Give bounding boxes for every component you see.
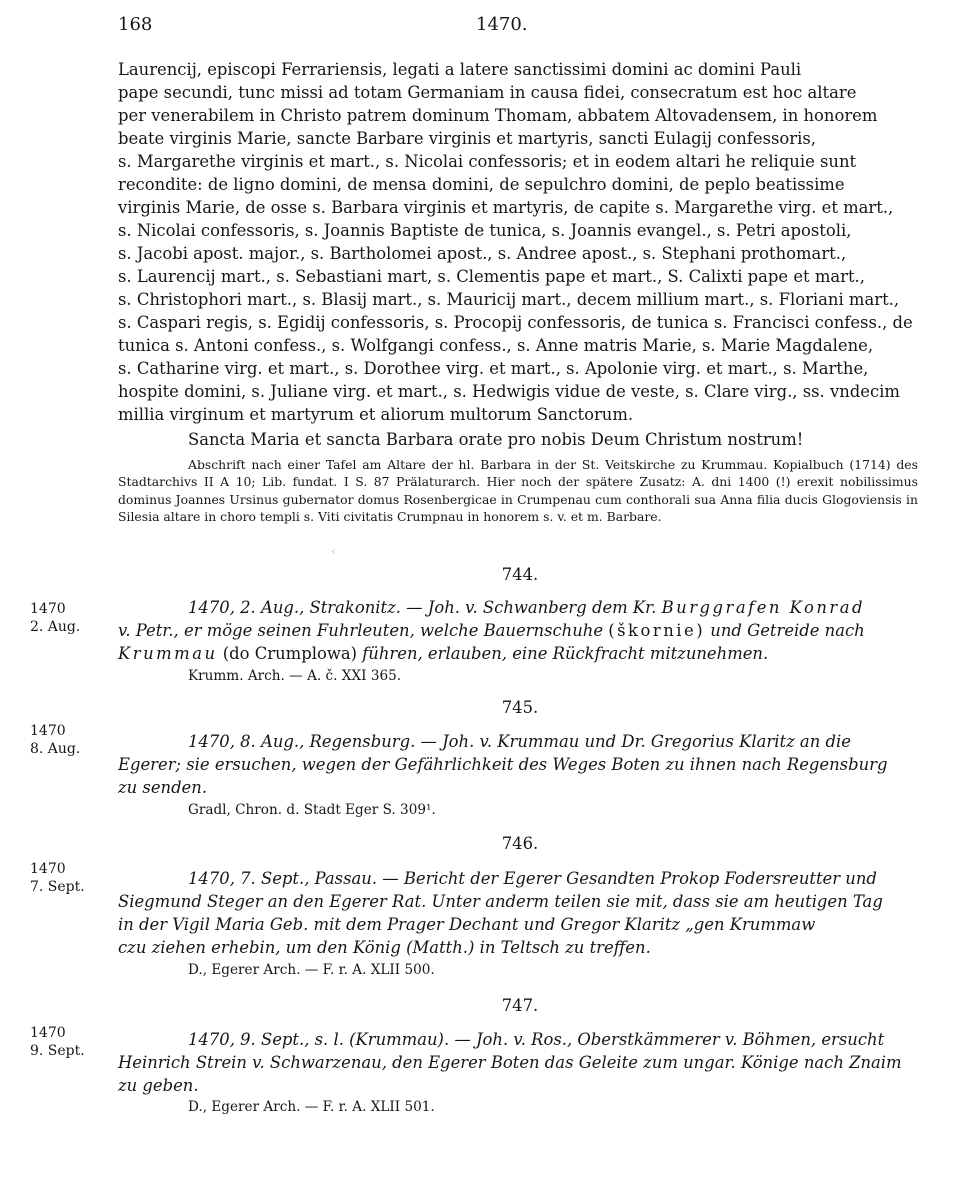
regest-text: 1470, 7. Sept., Passau. — Bericht der Egerer Gesandten Prokop Fodersreutter und — [188, 869, 877, 888]
margin-date-747 — [30, 1024, 85, 1060]
regest-line — [118, 730, 918, 753]
margin-day: 8. Aug. — [30, 741, 81, 757]
source-745: Gradl, Chron. d. Stadt Eger S. 309¹. — [188, 802, 436, 818]
regest-text: und Getreide nach — [705, 621, 865, 640]
text-line: pape secundi, tunc missi ad totam Germaniam in causa fidei, consecratum est hoc altare — [118, 83, 857, 102]
margin-year: 1470 — [30, 601, 66, 617]
text-line: s. Laurencij mart., s. Sebastiani mart, s. Clementis pape et mart., S. Calixti pape et mart., — [118, 267, 865, 286]
regest-line — [118, 596, 918, 619]
regest-line: Egerer; sie ersuchen, wegen der Gefährlichkeit des Weges Boten zu ihnen nach Regensburg — [118, 755, 888, 774]
source-746: D., Egerer Arch. — F. r. A. XLII 500. — [188, 962, 435, 978]
regest-line: czu ziehen erhebin, um den König (Matth.) in Teltsch zu treffen. — [118, 938, 651, 957]
regest-line — [118, 867, 918, 890]
margin-year: 1470 — [30, 723, 66, 739]
source-744: Krumm. Arch. — A. č. XXI 365. — [188, 668, 402, 684]
source-note: Abschrift nach einer Tafel am Altare der hl. Barbara in der St. Veitskirche zu Krummau. Kopialbuch (1714) des Stadtarchivs II A 10; Lib. fundat. I S. 87 Prälaturarch. Hier noch der spätere Zusatz: A. dni 1400 (!) erexit nobilissimus dominus Joannes Ursinus gubernator domus Rosenbergicae in Crumpenau cum conthorali sua Anna filia ducis Glogoviensis in Silesia altare in choro templi s. Viti civitatis Crumpnau in honorem s. v. et m. Barbare. — [118, 457, 918, 525]
text-line: beate virginis Marie, sancte Barbare virginis et martyris, sancti Eulagij confessoris, — [118, 129, 816, 148]
regest-line: Heinrich Strein v. Schwarzenau, den Egerer Boten das Geleite zum ungar. Könige nach Znaim — [118, 1053, 902, 1072]
regest-spaced-text: Krummau — [118, 644, 218, 663]
inscription-text — [118, 58, 918, 426]
text-line: per venerabilem in Christo patrem dominum Thomam, abbatem Altovadensem, in honorem — [118, 106, 878, 125]
page-year-heading: 1470. — [476, 14, 528, 35]
regest-line — [118, 642, 918, 665]
entry-number-747: 747. — [501, 996, 539, 1015]
margin-day: 7. Sept. — [30, 879, 85, 895]
margin-date-744 — [30, 600, 80, 636]
regest-upright-text: (do Crumplowa) — [217, 644, 358, 663]
text-line: s. Jacobi apost. major., s. Bartholomei apost., s. Andree apost., s. Stephani prothomart., — [118, 244, 847, 263]
regest-745 — [118, 730, 918, 799]
regest-text: 1470, 2. Aug., Strakonitz. — Joh. v. Schwanberg dem Kr. — [188, 598, 662, 617]
text-line: Laurencij, episcopi Ferrariensis, legati a latere sanctissimi domini ac domini Pauli — [118, 60, 802, 79]
text-line: virginis Marie, de osse s. Barbara virginis et martyris, de capite s. Margarethe virg. et mart., — [118, 198, 894, 217]
margin-day: 9. Sept. — [30, 1043, 85, 1059]
entry-number-744: 744. — [501, 565, 539, 584]
entry-number-746: 746. — [501, 834, 539, 853]
margin-year: 1470 — [30, 1025, 66, 1041]
text-cursor-mark: ‹ — [331, 544, 336, 558]
margin-date-745 — [30, 722, 80, 758]
regest-line: Siegmund Steger an den Egerer Rat. Unter anderm teilen sie mit, dass sie am heutigen Tag — [118, 892, 883, 911]
text-line: s. Catharine virg. et mart., s. Dorothee virg. et mart., s. Apolonie virg. et mart., s. Marthe, — [118, 359, 869, 378]
regest-text: 1470, 8. Aug., Regensburg. — Joh. v. Krummau und Dr. Gregorius Klaritz an die — [188, 732, 851, 751]
regest-746 — [118, 867, 918, 959]
text-line: tunica s. Antoni confess., s. Wolfgangi confess., s. Anne matris Marie, s. Marie Magdalene, — [118, 336, 874, 355]
regest-upright-text: (škornie) — [608, 621, 706, 640]
prayer-line: Sancta Maria et sancta Barbara orate pro nobis Deum Christum nostrum! — [188, 430, 804, 449]
page-number: 168 — [118, 14, 153, 35]
text-line: s. Christophori mart., s. Blasij mart., s. Mauricij mart., decem millium mart., s. Floriani mart., — [118, 290, 900, 309]
regest-line — [118, 1028, 918, 1051]
regest-744 — [118, 596, 918, 665]
text-line: recondite: de ligno domini, de mensa domini, de sepulchro domini, de peplo beatissime — [118, 175, 845, 194]
text-line: s. Caspari regis, s. Egidij confessoris, s. Procopij confessoris, de tunica s. Francisci confess., de — [118, 313, 913, 332]
regest-text: 1470, 9. Sept., s. l. (Krummau). — Joh. v. Ros., Oberstkämmerer v. Böhmen, ersucht — [188, 1030, 885, 1049]
regest-747 — [118, 1028, 918, 1097]
text-line: s. Nicolai confessoris, s. Joannis Baptiste de tunica, s. Joannis evangel., s. Petri apostoli, — [118, 221, 852, 240]
entry-number-745: 745. — [501, 698, 539, 717]
regest-spaced-text: Burggrafen Konrad — [661, 598, 865, 617]
margin-day: 2. Aug. — [30, 619, 81, 635]
regest-text: führen, erlauben, eine Rückfracht mitzunehmen. — [357, 644, 769, 663]
regest-text: v. Petr., er möge seinen Fuhrleuten, welche Bauernschuhe — [118, 621, 609, 640]
text-line: hospite domini, s. Juliane virg. et mart., s. Hedwigis vidue de veste, s. Clare virg., ss. vndecim — [118, 382, 900, 401]
regest-line: zu senden. — [118, 778, 208, 797]
margin-year: 1470 — [30, 861, 66, 877]
margin-date-746 — [30, 860, 85, 896]
regest-line — [118, 619, 918, 642]
regest-line: zu geben. — [118, 1076, 199, 1095]
regest-line: in der Vigil Maria Geb. mit dem Prager Dechant und Gregor Klaritz „gen Krummaw — [118, 915, 816, 934]
text-line: s. Margarethe virginis et mart., s. Nicolai confessoris; et in eodem altari he reliquie sunt — [118, 152, 857, 171]
source-747: D., Egerer Arch. — F. r. A. XLII 501. — [188, 1099, 435, 1115]
text-line: millia virginum et martyrum et aliorum multorum Sanctorum. — [118, 405, 634, 424]
